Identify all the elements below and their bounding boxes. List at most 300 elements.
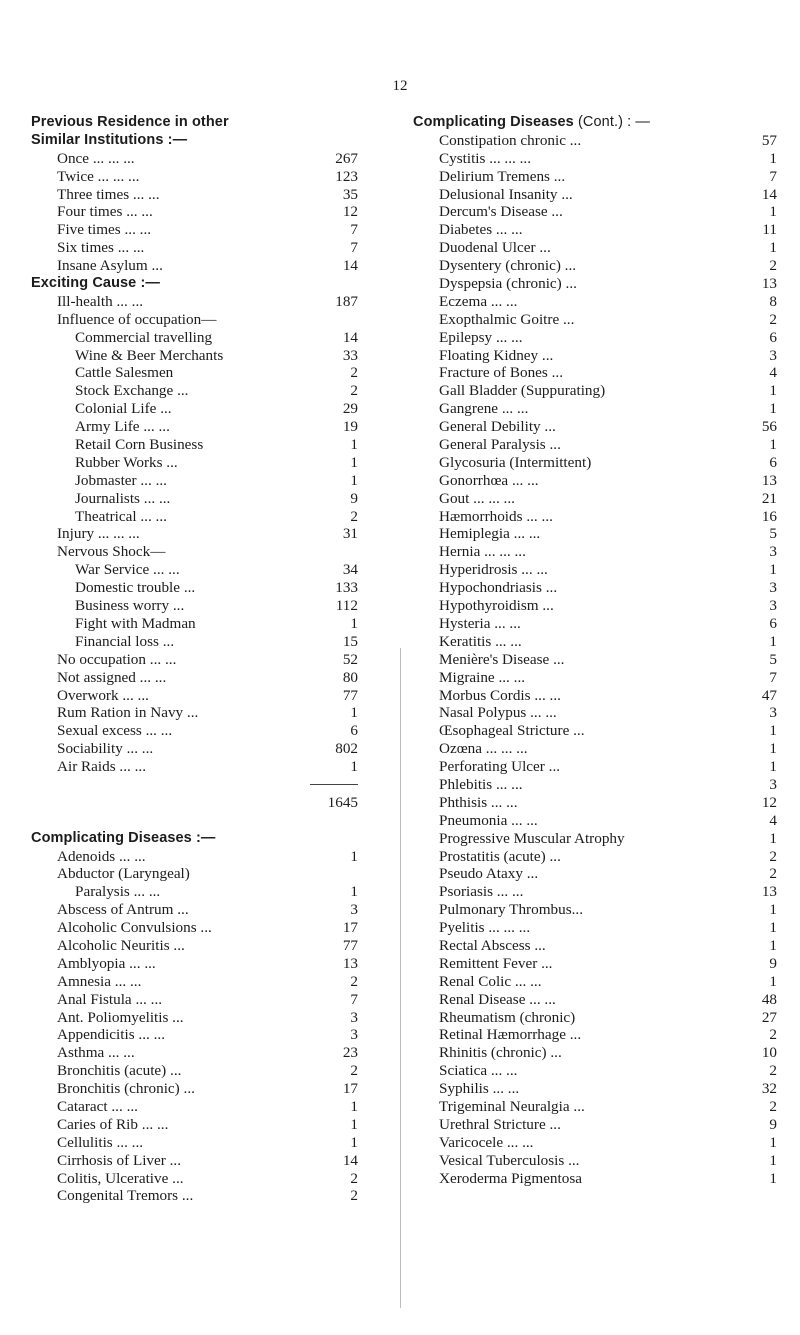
row-label: Constipation chronic ... [439, 131, 582, 149]
table-row [413, 1080, 777, 1098]
row-label: Air Raids ... ... [57, 758, 147, 776]
row-label: Anal Fistula ... ... [57, 990, 163, 1008]
complicating-diseases-heading: Complicating Diseases :— [31, 829, 216, 846]
row-value: 1 [350, 847, 358, 865]
row-value: 3 [350, 1008, 358, 1026]
table-row [413, 830, 777, 848]
row-value: 1 [769, 919, 777, 937]
row-value: 2 [350, 1169, 358, 1187]
table-row [31, 1187, 387, 1205]
row-value: 1 [769, 972, 777, 990]
row-value: 1 [769, 936, 777, 954]
row-label: Amnesia ... ... [57, 972, 142, 990]
total-rule [31, 776, 387, 794]
row-value: 17 [342, 919, 358, 937]
row-value: 7 [769, 167, 777, 185]
row-label: Pulmonary Thrombus... [439, 901, 583, 919]
row-value: 9 [769, 954, 777, 972]
table-row [413, 794, 777, 812]
row-label: Sociability ... ... [57, 740, 154, 758]
row-label: Nasal Polypus ... ... [439, 704, 557, 722]
table-row [413, 973, 777, 991]
row-label: Renal Disease ... ... [439, 990, 556, 1008]
row-value: 6 [769, 453, 777, 471]
table-row [31, 543, 387, 561]
row-label: Sexual excess ... ... [57, 722, 173, 740]
row-value: 2 [769, 865, 777, 883]
row-value: 1 [769, 149, 777, 167]
table-row [413, 543, 777, 561]
row-label: Commercial travelling [75, 328, 213, 346]
row-value: 1 [350, 1115, 358, 1133]
row-label: Floating Kidney ... [439, 346, 554, 364]
row-label: Colitis, Ulcerative ... [57, 1169, 184, 1187]
table-row [31, 454, 387, 472]
row-value: 3 [350, 1026, 358, 1044]
row-label: Epilepsy ... ... [439, 328, 523, 346]
row-label: Delirium Tremens ... [439, 167, 566, 185]
row-value: 1 [350, 758, 358, 776]
row-label: Domestic trouble ... [75, 579, 196, 597]
row-value: 80 [342, 668, 358, 686]
row-label: Gout ... ... ... [439, 489, 515, 507]
table-row [413, 1026, 777, 1044]
row-label: Army Life ... ... [75, 418, 170, 436]
table-row [413, 579, 777, 597]
heading-cont: (Cont.) : — [573, 114, 650, 130]
table-row [413, 704, 777, 722]
table-row [413, 436, 777, 454]
row-value: 1 [769, 1169, 777, 1187]
row-label: Alcoholic Convulsions ... [57, 919, 212, 937]
row-value: 123 [335, 167, 358, 185]
table-row [31, 955, 387, 973]
row-value: 2 [769, 257, 777, 275]
row-label: Xeroderma Pigmentosa [439, 1169, 582, 1187]
table-row [413, 1134, 777, 1152]
table-row [413, 132, 777, 150]
row-label: Hyperidrosis ... ... [439, 561, 548, 579]
row-label: No occupation ... ... [57, 650, 177, 668]
table-row [413, 687, 777, 705]
row-label: Ill-health ... ... [57, 292, 144, 310]
row-label: Cataract ... ... [57, 1097, 138, 1115]
row-value: 2 [350, 507, 358, 525]
row-value: 1 [769, 901, 777, 919]
table-row [413, 848, 777, 866]
table-row [31, 221, 387, 239]
table-row [31, 508, 387, 526]
row-value: 32 [761, 1080, 777, 1098]
row-label: Five times ... ... [57, 221, 152, 239]
row-label: Financial loss ... [75, 632, 175, 650]
table-row [31, 257, 387, 275]
table-row [31, 1098, 387, 1116]
row-value: 11 [762, 221, 777, 239]
row-value: 27 [761, 1008, 777, 1026]
row-value: 1 [769, 382, 777, 400]
row-label: General Paralysis ... [439, 436, 561, 454]
row-value: 9 [350, 489, 358, 507]
table-row [413, 1044, 777, 1062]
table-row [31, 329, 387, 347]
exciting-cause-total [31, 794, 387, 812]
row-value: 7 [350, 239, 358, 257]
table-row [413, 1170, 777, 1188]
row-label: Gangrene ... ... [439, 400, 529, 418]
row-value: 6 [769, 328, 777, 346]
total-value: 1645 [327, 793, 358, 811]
row-label: Remittent Fever ... [439, 954, 553, 972]
row-label: Hernia ... ... ... [439, 543, 526, 561]
table-row [413, 221, 777, 239]
row-label: Retail Corn Business [75, 436, 204, 454]
table-row [31, 364, 387, 382]
table-row [31, 973, 387, 991]
row-label: Hysteria ... ... [439, 614, 521, 632]
column-divider [400, 648, 401, 1308]
row-label: Rectal Abscess ... [439, 936, 546, 954]
exciting-cause-list [31, 293, 387, 776]
table-row [31, 347, 387, 365]
row-value: 13 [761, 275, 777, 293]
previous-residence-list [31, 150, 387, 275]
row-value: 77 [342, 936, 358, 954]
table-row [31, 1026, 387, 1044]
table-row [413, 472, 777, 490]
row-value: 7 [769, 668, 777, 686]
row-value: 2 [350, 382, 358, 400]
table-row [413, 329, 777, 347]
row-label: Urethral Stricture ... [439, 1115, 561, 1133]
table-row [413, 722, 777, 740]
row-value: 1 [769, 203, 777, 221]
row-value: 8 [769, 292, 777, 310]
table-row [413, 937, 777, 955]
row-value: 133 [335, 579, 358, 597]
row-label: Prostatitis (acute) ... [439, 847, 561, 865]
row-label: Hæmorrhoids ... ... [439, 507, 553, 525]
row-label: Hemiplegia ... ... [439, 525, 541, 543]
row-label: Œsophageal Stricture ... [439, 722, 585, 740]
table-row [413, 168, 777, 186]
row-label: Phlebitis ... ... [439, 775, 523, 793]
row-label: Retinal Hæmorrhage ... [439, 1026, 582, 1044]
row-label: Abductor (Laryngeal) [57, 865, 190, 883]
table-row [413, 651, 777, 669]
row-value: 3 [769, 579, 777, 597]
row-label: Keratitis ... ... [439, 632, 522, 650]
table-row [31, 848, 387, 866]
row-label: Sciatica ... ... [439, 1062, 518, 1080]
row-label: Business worry ... [75, 597, 185, 615]
row-value: 57 [761, 131, 777, 149]
table-row [413, 776, 777, 794]
row-value: 1 [769, 829, 777, 847]
row-value: 7 [350, 990, 358, 1008]
row-label: Duodenal Ulcer ... [439, 239, 551, 257]
row-label: Jobmaster ... ... [75, 471, 167, 489]
row-value: 1 [769, 1151, 777, 1169]
row-label: Dyspepsia (chronic) ... [439, 275, 577, 293]
table-row [31, 1152, 387, 1170]
table-row [413, 347, 777, 365]
table-row [31, 722, 387, 740]
row-label: Wine & Beer Merchants [75, 346, 224, 364]
row-value: 31 [342, 525, 358, 543]
row-label: Rheumatism (chronic) [439, 1008, 576, 1026]
row-label: Appendicitis ... ... [57, 1026, 165, 1044]
table-row [31, 651, 387, 669]
row-value: 2 [350, 972, 358, 990]
row-value: 1 [769, 722, 777, 740]
row-label: Gall Bladder (Suppurating) [439, 382, 606, 400]
row-value: 1 [350, 471, 358, 489]
table-row [413, 633, 777, 651]
heading-bold: Complicating Diseases [413, 114, 574, 130]
row-value: 19 [342, 418, 358, 436]
table-row [31, 615, 387, 633]
row-value: 13 [761, 883, 777, 901]
row-label: Asthma ... ... [57, 1044, 135, 1062]
table-row [31, 1062, 387, 1080]
table-row [413, 758, 777, 776]
row-value: 13 [342, 954, 358, 972]
row-label: Stock Exchange ... [75, 382, 189, 400]
row-label: Dysentery (chronic) ... [439, 257, 577, 275]
table-row [413, 382, 777, 400]
table-row [31, 919, 387, 937]
row-value: 9 [769, 1115, 777, 1133]
row-label: Four times ... ... [57, 203, 153, 221]
row-value: 6 [350, 722, 358, 740]
row-value: 1 [350, 436, 358, 454]
table-row [413, 561, 777, 579]
table-row [413, 150, 777, 168]
row-label: Varicocele ... ... [439, 1133, 534, 1151]
row-value: 7 [350, 221, 358, 239]
row-label: Morbus Cordis ... ... [439, 686, 561, 704]
row-label: Bronchitis (chronic) ... [57, 1080, 195, 1098]
row-value: 1 [769, 400, 777, 418]
row-label: Glycosuria (Intermittent) [439, 453, 592, 471]
table-row [31, 597, 387, 615]
row-value: 3 [769, 597, 777, 615]
row-label: Cirrhosis of Liver ... [57, 1151, 182, 1169]
table-row [31, 740, 387, 758]
row-value: 267 [335, 149, 358, 167]
row-label: Eczema ... ... [439, 292, 518, 310]
table-row [31, 418, 387, 436]
row-value: 47 [761, 686, 777, 704]
table-row [31, 293, 387, 311]
table-row [31, 472, 387, 490]
row-value: 56 [761, 418, 777, 436]
row-value: 1 [769, 740, 777, 758]
left-column [31, 114, 387, 1205]
row-label: Paralysis ... ... [75, 883, 161, 901]
table-row [413, 239, 777, 257]
row-value: 14 [342, 1151, 358, 1169]
table-row [413, 418, 777, 436]
row-value: 2 [769, 310, 777, 328]
row-label: Syphilis ... ... [439, 1080, 520, 1098]
row-label: Influence of occupation— [57, 310, 217, 328]
exciting-cause-heading: Exciting Cause :— [31, 275, 161, 292]
row-value: 2 [350, 1062, 358, 1080]
row-value: 2 [769, 1026, 777, 1044]
row-label: War Service ... ... [75, 561, 180, 579]
row-value: 12 [761, 793, 777, 811]
row-label: Adenoids ... ... [57, 847, 146, 865]
row-label: Psoriasis ... ... [439, 883, 524, 901]
table-row [413, 1009, 777, 1027]
row-label: Bronchitis (acute) ... [57, 1062, 182, 1080]
table-row [31, 239, 387, 257]
table-row [31, 991, 387, 1009]
row-value: 112 [335, 597, 358, 615]
table-row [31, 758, 387, 776]
row-value: 1 [350, 704, 358, 722]
row-label: Once ... ... ... [57, 149, 135, 167]
table-row [31, 382, 387, 400]
row-value: 17 [342, 1080, 358, 1098]
table-row [31, 400, 387, 418]
row-label: Twice ... ... ... [57, 167, 140, 185]
row-value: 1 [350, 1097, 358, 1115]
row-label: Injury ... ... ... [57, 525, 140, 543]
table-row [413, 812, 777, 830]
table-row [413, 293, 777, 311]
row-label: Journalists ... ... [75, 489, 171, 507]
table-row [413, 901, 777, 919]
complicating-diseases-cont-heading [413, 114, 777, 132]
row-label: Ozœna ... ... ... [439, 740, 528, 758]
row-label: Delusional Insanity ... [439, 185, 573, 203]
table-row [413, 508, 777, 526]
row-label: Phthisis ... ... [439, 793, 518, 811]
row-value: 1 [769, 436, 777, 454]
table-row [413, 257, 777, 275]
row-value: 15 [342, 632, 358, 650]
table-row [413, 991, 777, 1009]
row-value: 12 [342, 203, 358, 221]
row-label: Gonorrhœa ... ... [439, 471, 539, 489]
table-row [31, 561, 387, 579]
row-value: 21 [761, 489, 777, 507]
row-label: Renal Colic ... ... [439, 972, 542, 990]
row-label: Theatrical ... ... [75, 507, 167, 525]
row-value: 1 [350, 1133, 358, 1151]
row-label: Dercum's Disease ... [439, 203, 563, 221]
table-row [413, 490, 777, 508]
row-label: Migraine ... ... [439, 668, 526, 686]
table-row [413, 1152, 777, 1170]
table-row [31, 311, 387, 329]
row-value: 2 [769, 1097, 777, 1115]
row-label: Fight with Madman [75, 614, 196, 632]
table-row [413, 203, 777, 221]
complicating-diseases-cont-list [413, 132, 777, 1188]
row-value: 10 [761, 1044, 777, 1062]
row-value: 14 [761, 185, 777, 203]
table-row [31, 669, 387, 687]
row-value: 29 [342, 400, 358, 418]
row-value: 187 [335, 292, 358, 310]
table-row [31, 1080, 387, 1098]
page-number: 12 [392, 78, 408, 94]
row-value: 6 [769, 614, 777, 632]
table-row [31, 687, 387, 705]
row-value: 77 [342, 686, 358, 704]
row-label: General Debility ... [439, 418, 556, 436]
table-row [413, 919, 777, 937]
table-row [31, 633, 387, 651]
table-row [413, 1116, 777, 1134]
row-label: Progressive Muscular Atrophy [439, 829, 625, 847]
row-value: 1 [769, 758, 777, 776]
right-column [413, 114, 777, 1187]
row-label: Vesical Tuberculosis ... [439, 1151, 580, 1169]
table-row [31, 186, 387, 204]
row-value: 802 [335, 740, 358, 758]
row-label: Colonial Life ... [75, 400, 172, 418]
row-value: 48 [761, 990, 777, 1008]
table-row [413, 454, 777, 472]
row-label: Cellulitis ... ... [57, 1133, 144, 1151]
row-value: 1 [769, 239, 777, 257]
table-row [31, 1044, 387, 1062]
table-row [31, 436, 387, 454]
table-row [413, 1098, 777, 1116]
table-row [413, 186, 777, 204]
row-label: Six times ... ... [57, 239, 145, 257]
row-label: Three times ... ... [57, 185, 160, 203]
row-value: 14 [342, 257, 358, 275]
row-label: Nervous Shock— [57, 543, 166, 561]
table-row [31, 1009, 387, 1027]
row-label: Menière's Disease ... [439, 650, 565, 668]
row-label: Caries of Rib ... ... [57, 1115, 169, 1133]
table-row [413, 275, 777, 293]
row-label: Fracture of Bones ... [439, 364, 563, 382]
row-label: Abscess of Antrum ... [57, 901, 189, 919]
row-label: Exopthalmic Goitre ... [439, 310, 575, 328]
row-value: 3 [769, 543, 777, 561]
row-value: 1 [350, 453, 358, 471]
row-label: Hypothyroidism ... [439, 597, 554, 615]
table-row [413, 865, 777, 883]
row-value: 2 [769, 847, 777, 865]
row-value: 3 [769, 775, 777, 793]
table-row [31, 203, 387, 221]
row-value: 16 [761, 507, 777, 525]
row-label: Pseudo Ataxy ... [439, 865, 539, 883]
row-value: 3 [350, 901, 358, 919]
row-label: Diabetes ... ... [439, 221, 523, 239]
table-row [413, 400, 777, 418]
row-value: 2 [350, 364, 358, 382]
table-row [413, 1062, 777, 1080]
row-value: 2 [350, 1187, 358, 1205]
table-row [413, 597, 777, 615]
previous-residence-heading: Previous Residence in other [31, 114, 229, 130]
table-row [31, 490, 387, 508]
previous-residence-heading-line2: Similar Institutions :— [31, 131, 188, 148]
row-value: 23 [342, 1044, 358, 1062]
row-label: Cattle Salesmen [75, 364, 174, 382]
table-row [413, 669, 777, 687]
